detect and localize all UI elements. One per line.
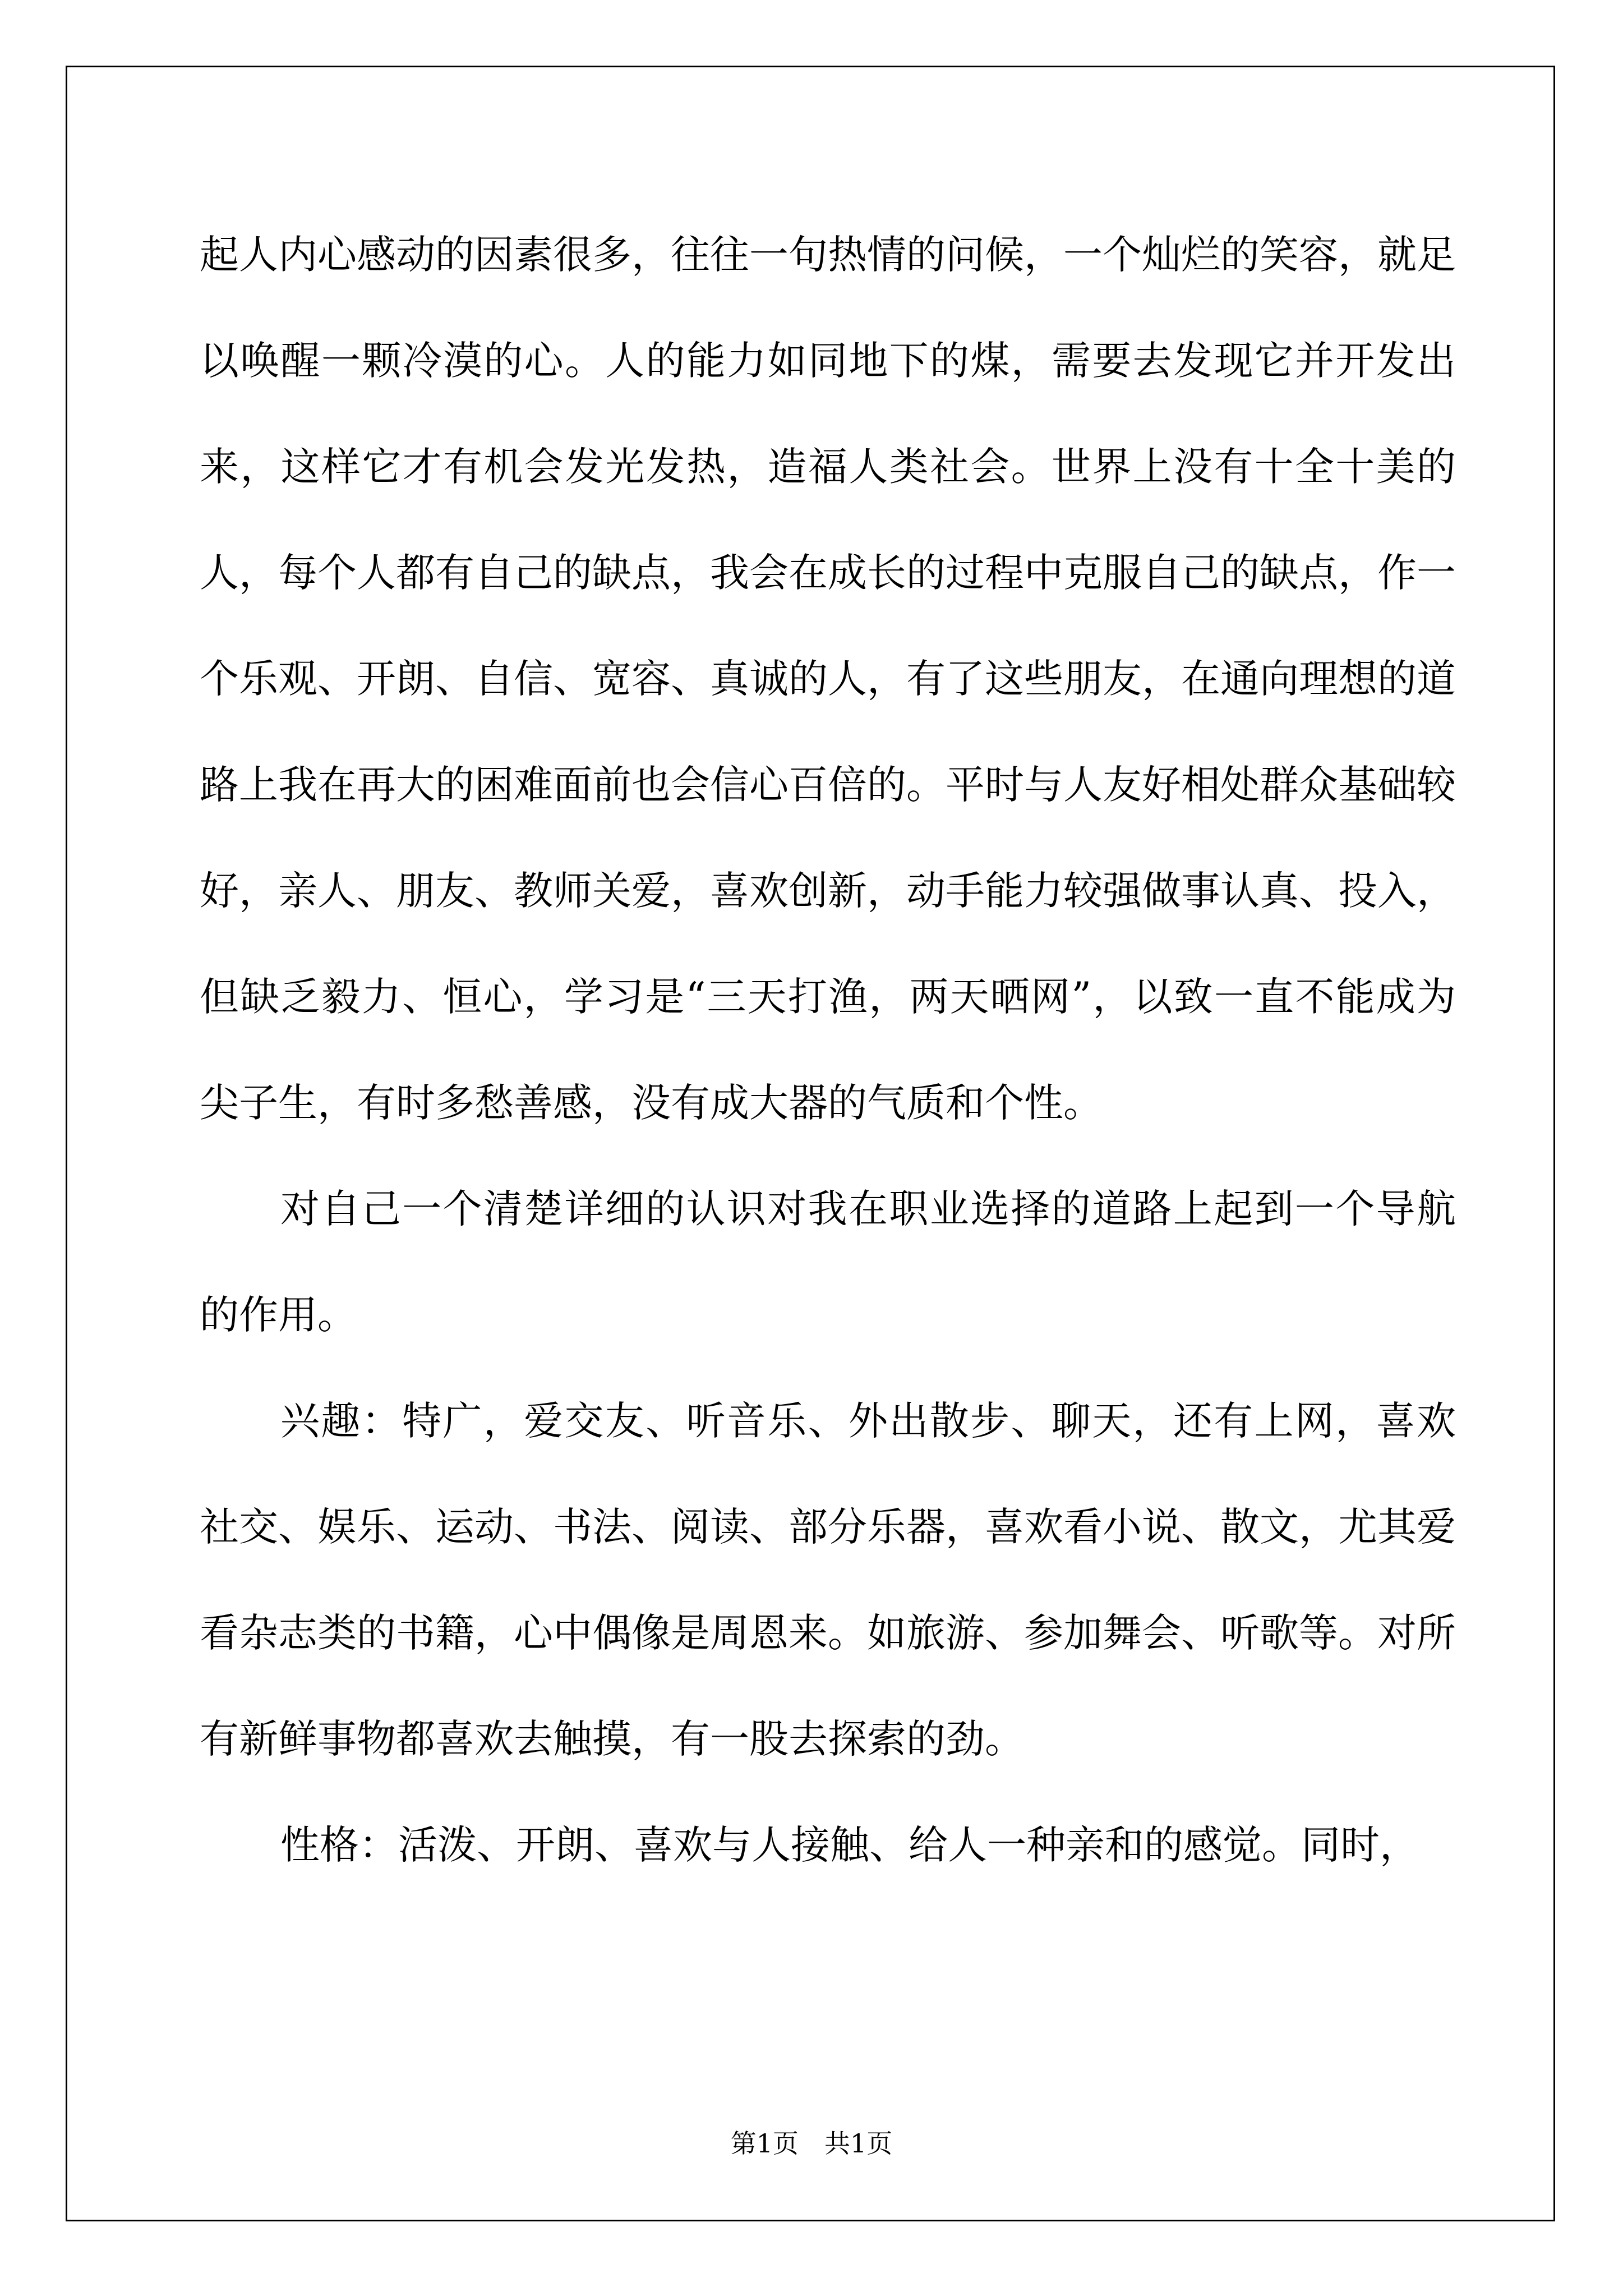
page-number-footer: 第1页 共1页	[730, 2128, 893, 2159]
paragraph: 对自己一个清楚详细的认识对我在职业选择的道路上起到一个导航的作用。	[200, 1186, 1456, 1338]
paragraph: 兴趣：特广，爱交友、听音乐、外出散步、聊天，还有上网，喜欢社交、娱乐、运动、书法、阅读、部分乐器，喜欢看小说、散文，尤其爱看杂志类的书籍，心中偶像是周恩来。如旅游、参加舞会、听歌等。对所有新鲜事物都喜欢去触摸，有一股去探索的劲。	[200, 1398, 1456, 1762]
document-body	[200, 202, 1456, 1898]
paragraph: 起人内心感动的因素很多，往往一句热情的问候，一个灿烂的笑容，就足以唤醒一颗冷漠的心。人的能力如同地下的煤，需要去发现它并开发出来，这样它才有机会发光发热，造福人类社会。世界上没有十全十美的人，每个人都有自己的缺点，我会在成长的过程中克服自己的缺点，作一个乐观、开朗、自信、宽容、真诚的人，有了这些朋友，在通向理想的道路上我在再大的困难面前也会信心百倍的。平时与人友好相处群众基础较好，亲人、朋友、教师关爱，喜欢创新，动手能力较强做事认真、投入，但缺乏毅力、恒心，学习是“三天打渔，两天晒网”，以致一直不能成为尖子生，有时多愁善感，没有成大器的气质和个性。	[200, 232, 1456, 1126]
paragraph: 性格：活泼、开朗、喜欢与人接触、给人一种亲和的感觉。同时，	[280, 1822, 1419, 1868]
